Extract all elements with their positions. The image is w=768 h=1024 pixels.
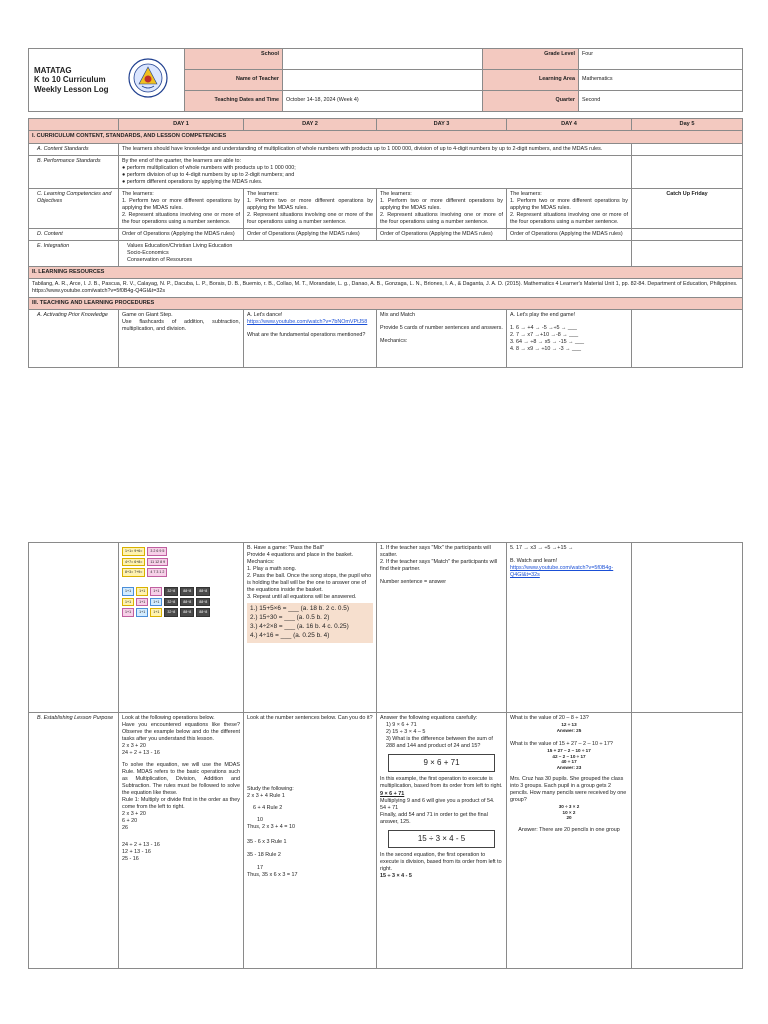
pass-the-ball-quiz: 1.) 15+5×6 = ___ (a. 18 b. 2 c. 0.5) 2.) 15÷30 = ___ (a. 0.5 b. 2) 3.) 4÷2×8 = ___ (a. 16 b. 4 c. 0.25) 4.) 4÷16 = ___ (a. 0.25 b. 4)	[247, 603, 373, 643]
tile: 1+1	[122, 598, 134, 607]
lesson-log-page-1	[28, 48, 742, 368]
competencies-day-1: The learners: 1. Perform two or more different operations by applying the MDAS rules. 2. Represent situations involving one or more of the four operations using a number sentence.	[119, 188, 244, 228]
section-resources: II. LEARNING RESOURCES	[29, 266, 743, 278]
learning-area-label: Learning Area	[483, 70, 579, 91]
day-3-header: DAY 3	[377, 119, 507, 131]
content-standards-text: The learners should have knowledge and understanding of multiplication of whole numbers with products up to 1 000 000, division of up to 4-digit numbers by up to 2-digit numbers, and the MDAS rules.	[119, 143, 632, 155]
tile: 32÷8	[164, 587, 178, 596]
tile: 1+1	[136, 598, 148, 607]
tile: 88÷8	[196, 587, 210, 596]
content-day-1: Order of Operations (Applying the MDAS rules)	[119, 228, 244, 240]
mix-match-mechanics: 1. If the teacher says "Mix" the participants will scatter. 2. If the teacher says "Match" the participants will find their partner. Number sentence = answer	[377, 543, 507, 713]
activating-day-4: A. Let's play the end game! 1. 6 → +4 → -5 →÷5 → ___ 2. 7 → x7 →+10 →-8 → ___ 3. 64 → ÷8 → x5 → -15 → ___ 4. 8 → x9 → ÷10 → -3 → ___	[507, 310, 632, 368]
activating-day-2: A. Let's dance! https://www.youtube.com/watch?v=7bNOmVPtJ58 What are the fundamental operations mentioned?	[244, 310, 377, 368]
tile: 1+1= 9+6=	[122, 547, 145, 556]
establishing-day-1: Look at the following operations below. Have you encountered equations like these? Observe the example below and do the different tasks after you understand this lesson. 2 x 3 + 20 24 ÷ 2 + 13 - 16 To solve the equation, we will use the MDAS Rule. MDAS refers to the basic operations such as Multiplication, Division, Addition and Subtraction. The rules must be followed to solve the equation like these. Rule 1: Multiply or divide first in the order as they come from the left to right. 2 x 3 + 20 6 + 20 26 24 ÷ 2 + 13 - 16 12 + 13 - 16 25 - 16	[119, 713, 244, 969]
tile: 88÷8	[180, 598, 194, 607]
tile: 1+1	[150, 598, 162, 607]
teacher-label: Name of Teacher	[185, 70, 283, 91]
content-label: D. Content	[29, 228, 119, 240]
catch-up-friday: Catch Up Friday	[632, 188, 743, 228]
integration-label: E. Integration	[29, 240, 119, 266]
content-day-3: Order of Operations (Applying the MDAS rules)	[377, 228, 507, 240]
learning-area-value: Mathematics	[579, 70, 743, 91]
day-2-header: DAY 2	[244, 119, 377, 131]
lesson-log-page-2	[28, 542, 742, 969]
tile: 88÷8	[180, 608, 194, 617]
performance-item: ● perform different operations by applying the MDAS rules.	[122, 178, 263, 185]
dance-video-link[interactable]: https://www.youtube.com/watch?v=7bNOmVPtJ58	[247, 319, 368, 326]
competencies-day-3: The learners: 1. Perform two or more different operations by applying the MDAS rules. 2. Represent situations involving one or more of the four operations using a number sentence.	[377, 188, 507, 228]
tile: 1+1	[150, 587, 162, 596]
dates-value: October 14-18, 2024 (Week 4)	[283, 91, 483, 112]
content-day-2: Order of Operations (Applying the MDAS rules)	[244, 228, 377, 240]
deped-seal	[113, 49, 185, 112]
competencies-day-2: The learners: 1. Perform two or more different operations by applying the MDAS rules. 2. Represent situations involving one or more of the four operations using a number sentence.	[244, 188, 377, 228]
activating-label: A. Activating Prior Knowledge	[29, 310, 119, 368]
flashcard-tiles	[119, 543, 244, 713]
competencies-label: C. Learning Competencies and Objectives	[29, 188, 119, 228]
tile: 88÷8	[196, 608, 210, 617]
day-4-header: DAY 4	[507, 119, 632, 131]
tile: 4+7= 6+8=	[122, 558, 145, 567]
establishing-day-3: Answer the following equations carefully: 1) 9 × 6 + 71 2) 15 ÷ 3 × 4 – 5 3) What is the difference between the sum of 288 and 144 and product of 24 and 15? 9 × 6 + 71 In this example, the first operation to execute is multiplication, based from its order from left to right. 9 × 6 + 71 Multiplying 9 and 6 will give you a product of 54. 54 + 71 Finally, add 54 and 71 in order to get the final answer, 125. 15 ÷ 3 × 4 - 5 In the second equation, the first operation to execute is division, based from its order from left to right. 15 ÷ 3 × 4 - 5	[377, 713, 507, 969]
performance-standards-label: B. Performance Standards	[29, 155, 119, 188]
performance-item: ● perform division of up to 4-digit numbers by up to 2-digit numbers; and	[122, 171, 295, 178]
teacher-value	[283, 70, 483, 91]
tile: 32÷8	[164, 608, 178, 617]
tile: 4 7 3 1 2	[147, 568, 167, 577]
quarter-value: Second	[579, 91, 743, 112]
tile: 1+1	[136, 587, 148, 596]
school-label: School	[185, 49, 283, 70]
tile: 1+1	[122, 587, 134, 596]
activating-day-1: Game on Giant Step. Use flashcards of addition, subtraction, multiplication, and division.	[119, 310, 244, 368]
dates-label: Teaching Dates and Time	[185, 91, 283, 112]
pass-the-ball-game: B. Have a game: "Pass the Ball" Provide 4 equations and place in the basket. Mechanics: 1. Play a math song. 2. Pass the ball. Once the song stops, the pupil who is holding the ball will be the one to answer one of the equations inside the basket. 3. Repeat until all equations will be answered. 1.) 15+5×6 = ___ (a. 18 b. 2 c. 0.5) 2.) 15÷30 = ___ (a. 0.5 b. 2) 3.) 4÷2×8 = ___ (a. 16 b. 4 c. 0.25) 4.) 4÷16 = ___ (a. 0.25 b. 4)	[244, 543, 377, 713]
tile: 88÷8	[196, 598, 210, 607]
grade-level-label: Grade Level	[483, 49, 579, 70]
performance-item: ● perform multiplication of whole numbers with products up to 1 000 000;	[122, 164, 296, 171]
content-standards-label: A. Content Standards	[29, 143, 119, 155]
watch-video-link[interactable]: https://www.youtube.com/watch?v=5f0B4g-Q4GI&t=32s	[510, 565, 614, 579]
establishing-day-4: What is the value of 20 – 8 ÷ 13? 12 ÷ 13 Answer: 25 What is the value of 15 + 27 – 2 – 10 ÷ 17? 15 + 27 – 2 – 10 ÷ 17 42 – 2 – 10 ÷ 17 40 ÷ 17 Answer: 23 Mrs. Cruz has 30 pupils. She grouped the class into 3 groups. Each pupil in a group gets 2 pencils. How many pencils were received by one group? 30 ÷ 3 × 2 10 × 2 20 Answer: There are 20 pencils in one group	[507, 713, 632, 969]
establishing-label: B. Establishing Lesson Purpose	[29, 713, 119, 969]
content-day-4: Order of Operations (Applying the MDAS rules)	[507, 228, 632, 240]
tile: 11 12 8 9	[147, 558, 168, 567]
tile: 1+1	[122, 608, 134, 617]
resources-url[interactable]: https://www.youtube.com/watch?v=5f0B4g-Q4GI&t=32s	[32, 288, 166, 295]
quarter-label: Quarter	[483, 91, 579, 112]
tile: 3 2 6 9 5	[147, 547, 167, 556]
section-procedures: III. TEACHING AND LEARNING PROCEDURES	[29, 298, 743, 310]
resources-text: Tabilang, A. R., Arce, I. J. B., Pascua, R. V., Calayag, N. P., Dacuba, L. P., Borais, D. B., Buemio, r. B., Collao, M. T., Morandate, L. g., Danao, A. B., Gonzaga, L. N., Briones, I. A., & Daganta, J. A. D. (2015). Mathematics 4 Learner's Material Unit 1, pp. 82-84. Department of Education, Philippines. https://www.youtube.com/watch?v=5f0B4g-Q4GI&t=32s	[29, 279, 743, 298]
section-curriculum: I. CURRICULUM CONTENT, STANDARDS, AND LESSON COMPETENCIES	[29, 131, 743, 143]
school-value	[283, 49, 483, 70]
integration-text: Values Education/Christian Living Education Socio-Economics Conservation of Resources	[119, 240, 632, 266]
header-table	[28, 48, 743, 112]
end-game-continued: 5. 17 → x3 → ÷5 →+15 → B. Watch and learn! https://www.youtube.com/watch?v=5f0B4g-Q4GI&t=32s	[507, 543, 632, 713]
corner-cell	[29, 119, 119, 131]
tile: 8+3= 7+9=	[122, 568, 145, 577]
equation-box: 15 ÷ 3 × 4 - 5	[388, 830, 495, 848]
lesson-table-continued	[28, 542, 743, 969]
activating-day-3: Mix and Match Provide 5 cards of number sentences and answers. Mechanics:	[377, 310, 507, 368]
tile: 1+1	[150, 608, 162, 617]
tile: 32÷8	[164, 598, 178, 607]
tile: 88÷8	[180, 587, 194, 596]
lesson-table	[28, 118, 743, 368]
day-1-header: DAY 1	[119, 119, 244, 131]
deped-seal-icon	[128, 58, 168, 98]
competencies-day-4: The learners: 1. Perform two or more different operations by applying the MDAS rules. 2. Represent situations involving one or more of the four operations using a number sentence.	[507, 188, 632, 228]
tile: 1+1	[136, 608, 148, 617]
performance-standards-text: By the end of the quarter, the learners are able to: ● perform multiplication of whole numbers with products up to 1 000 000; ● perform division of up to 4-digit numbers by up to 2-digit numbers; and ● perform different operations by applying the MDAS rules.	[119, 155, 632, 188]
equation-box: 9 × 6 + 71	[388, 754, 495, 772]
grade-level-value: Four	[579, 49, 743, 70]
establishing-day-2: Look at the number sentences below. Can you do it? Study the following: 2 x 3 + 4 Rule 1 6 + 4 Rule 2 10 Thus, 2 x 3 + 4 = 10 35 - 6 x 3 Rule 1 35 - 18 Rule 2 17 Thus, 35 x 6 x 3 = 17	[244, 713, 377, 969]
log-title: MATATAG K to 10 Curriculum Weekly Lesson Log	[29, 49, 113, 112]
day-5-header: Day 5	[632, 119, 743, 131]
